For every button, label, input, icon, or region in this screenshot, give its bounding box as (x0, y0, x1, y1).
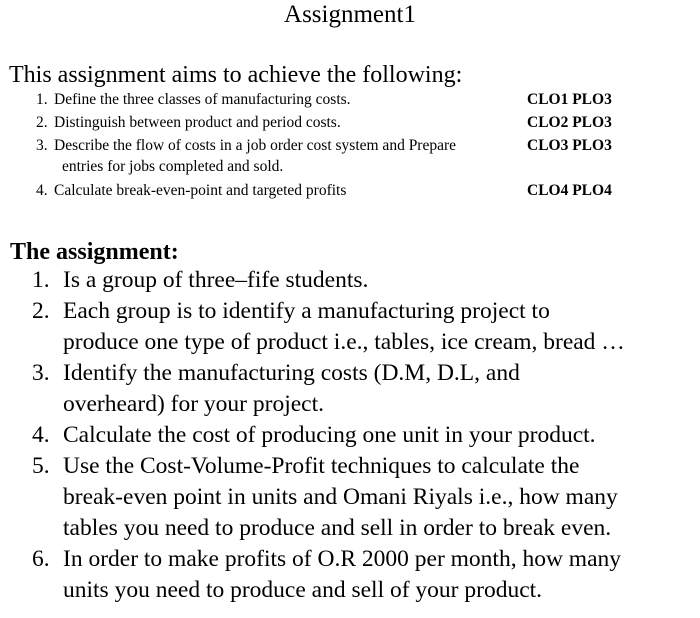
item-number: 4. (32, 422, 50, 448)
item-text-continued: produce one type of product i.e., tables, ice cream, bread … (63, 329, 625, 355)
assignment-item (32, 265, 700, 296)
item-text: Identify the manufacturing costs (D.M, D.L, and (63, 360, 520, 386)
objective-clo: CLO2 PLO3 (527, 114, 612, 131)
item-text: Is a group of three–fife students. (63, 267, 369, 293)
assignment-item (32, 420, 700, 451)
objective-clo: CLO3 PLO3 (527, 137, 612, 154)
objective-clo: CLO4 PLO4 (527, 182, 612, 199)
item-number: 6. (32, 546, 50, 572)
item-text-continued: overheard) for your project. (63, 391, 324, 417)
objective-number: 3. (36, 137, 48, 154)
item-number: 3. (32, 360, 50, 386)
intro-text: This assignment aims to achieve the following: (9, 62, 463, 88)
assignment-heading: The assignment: (10, 239, 179, 265)
item-text: In order to make profits of O.R 2000 per month, how many (63, 546, 622, 572)
objective-item (36, 135, 636, 177)
objective-clo: CLO1 PLO3 (527, 91, 612, 108)
item-text: Calculate the cost of producing one unit in your product. (63, 422, 596, 448)
item-number: 2. (32, 298, 50, 324)
assignment-item (32, 296, 700, 358)
page-title: Assignment1 (284, 1, 416, 28)
item-text: Use the Cost-Volume-Profit techniques to calculate the (63, 453, 580, 479)
assignment-item (32, 544, 700, 606)
item-number: 1. (32, 267, 50, 293)
objective-number: 4. (36, 182, 48, 199)
assignment-item (32, 451, 700, 544)
objective-text: Describe the flow of costs in a job order cost system and Prepare (54, 137, 457, 154)
item-text-continued: units you need to produce and sell of your product. (63, 577, 543, 603)
objective-continuation: entries for jobs completed and sold. (62, 158, 284, 175)
objective-text: Define the three classes of manufacturing costs. (54, 91, 351, 108)
objective-item (36, 180, 636, 201)
item-text: Each group is to identify a manufacturing project to (63, 298, 550, 324)
objective-text: Calculate break-even-point and targeted profits (54, 182, 347, 199)
objective-item (36, 89, 636, 110)
objective-text: Distinguish between product and period costs. (54, 114, 341, 131)
objective-number: 1. (36, 91, 48, 108)
objective-number: 2. (36, 114, 48, 131)
item-text-continued: break-even point in units and Omani Riyals i.e., how many (63, 484, 618, 510)
item-text-continued: tables you need to produce and sell in order to break even. (63, 515, 612, 541)
objective-item (36, 112, 636, 133)
assignment-item (32, 358, 700, 420)
item-number: 5. (32, 453, 50, 479)
